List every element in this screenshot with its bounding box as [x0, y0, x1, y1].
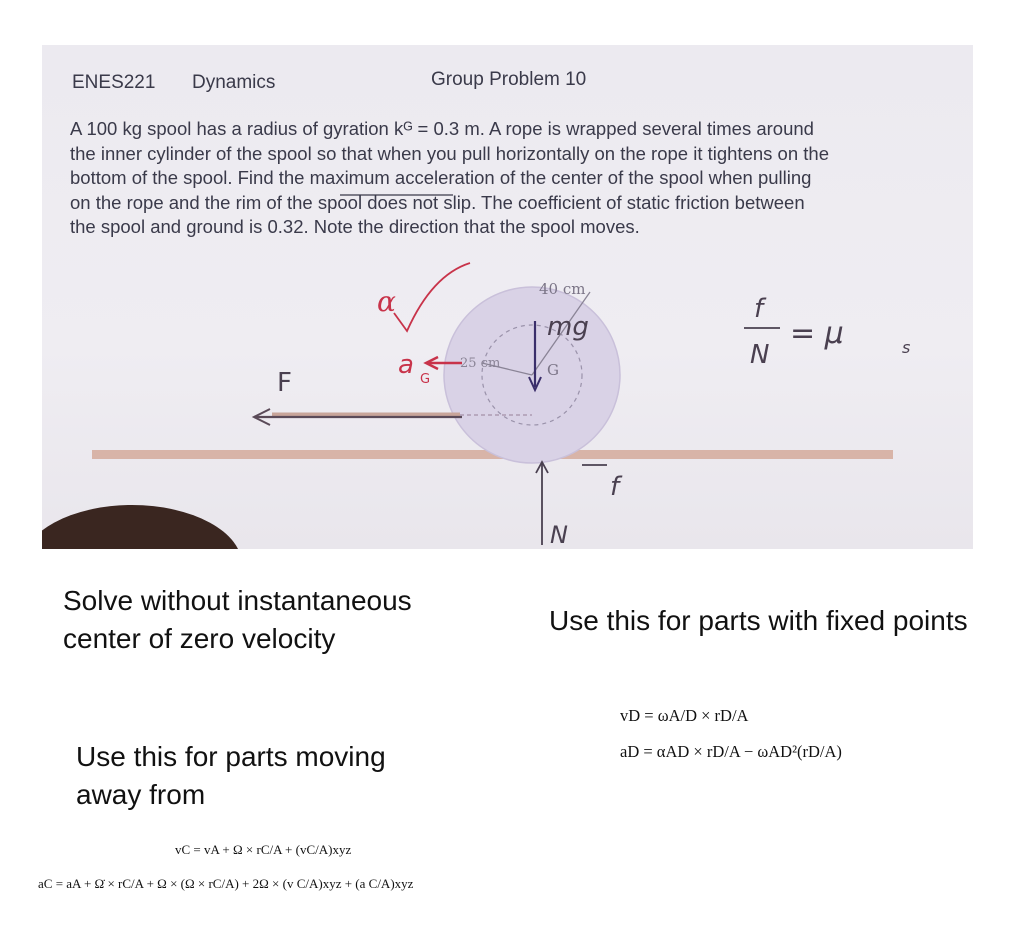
- problem-line: bottom of the spool. Find the maximum acceleration of the center of the spool when pulling: [70, 167, 812, 188]
- right-caption: Use this for parts with fixed points: [549, 605, 968, 636]
- problem-title: Group Problem 10: [431, 69, 587, 90]
- normal-label: N: [550, 521, 568, 549]
- outer-radius-label: 40 cm: [539, 280, 586, 298]
- problem-line: on the rope and the rim of the spool does not slip. The coefficient of static friction between: [70, 191, 805, 213]
- problem-line: A 100 kg spool has a radius of gyration kᴳ = 0.3 m. A rope is wrapped several times around: [70, 118, 814, 139]
- force-label: F: [277, 368, 292, 398]
- accel-label: a: [398, 350, 414, 380]
- left-caption: Solve without instantaneous center of zero velocity: [63, 585, 412, 654]
- ratio-equals-mu: = μ: [790, 316, 844, 351]
- problem-line: the inner cylinder of the spool so that when you pull horizontally on the rope it tightens on the: [70, 142, 829, 164]
- relative-velocity-equation: vC = vA + Ω × rC/A + (vC/A)xyz: [175, 842, 352, 857]
- course-subject: Dynamics: [192, 72, 276, 93]
- relative-acceleration-equation: aC = aA + Ω̇ × rC/A + Ω × (Ω × rC/A) + 2Ω × (v C/A)xyz + (a C/A)xyz: [38, 876, 414, 891]
- center-label: G: [547, 361, 559, 379]
- ratio-numerator: f: [754, 294, 764, 324]
- whiteboard-photo: [42, 45, 973, 549]
- inner-radius-label: 25 cm: [460, 356, 501, 371]
- friction-label: f: [610, 472, 620, 502]
- hair-shadow: [42, 505, 242, 549]
- velocity-fixed-equation: vD = ωA/D × rD/A: [620, 706, 749, 725]
- acceleration-fixed-equation: aD = αAD × rD/A − ωAD²(rD/A): [620, 742, 842, 761]
- alpha-checkmark: [394, 263, 470, 331]
- bottom-caption: Use this for parts moving away from: [76, 741, 386, 810]
- problem-line: the spool and ground is 0.32. Note the direction that the spool moves.: [70, 216, 640, 237]
- accel-subscript: G: [420, 372, 431, 387]
- spool-diagram: [42, 45, 973, 549]
- alpha-label: α: [377, 285, 396, 318]
- course-code: ENES221: [72, 72, 156, 93]
- ratio-denominator: N: [750, 340, 770, 370]
- weight-label: mg: [547, 312, 589, 342]
- mu-subscript: s: [902, 338, 911, 357]
